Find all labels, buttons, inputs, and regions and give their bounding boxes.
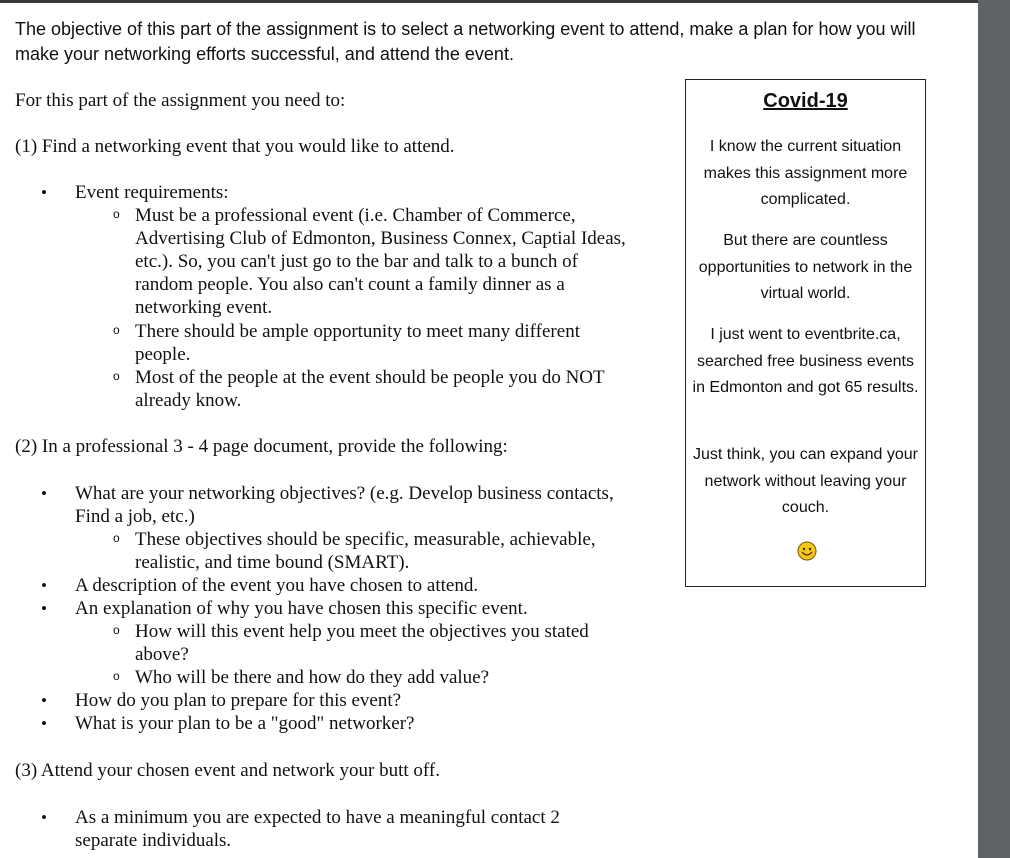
requirement-line: There should be ample opportunity to meet many different [135,321,580,342]
requirement-line: random people. You also can't count a family dinner as a [135,274,565,295]
event-requirements-label: Event requirements: [75,182,229,203]
bullet-icon: • [41,484,47,503]
sub-bullet-icon: o [113,323,120,337]
covid-sidebar-paragraph: But there are countless opportunities to network in the virtual world. [698,232,913,302]
explanation-sub-item: above? [135,644,189,665]
sub-bullet-icon: o [113,531,120,545]
covid-sidebar-title: Covid-19 [763,90,848,112]
requirement-line: Most of the people at the event should be people you do NOT [135,367,605,388]
sub-bullet-icon: o [113,369,120,383]
requirement-line: people. [135,344,191,365]
step-1-heading: (1) Find a networking event that you would like to attend. [15,136,455,157]
smart-note: realistic, and time bound (SMART). [135,552,410,573]
requirement-line: networking event. [135,297,273,318]
explanation-sub-item: Who will be there and how do they add value? [135,667,490,688]
covid-sidebar-paragraph: I just went to eventbrite.ca, searched free business events in Edmonton and got 65 results. [692,326,919,396]
bullet-icon: • [41,183,47,202]
sub-bullet-icon: o [113,669,120,683]
smart-note: These objectives should be specific, measurable, achievable, [135,529,596,550]
intro-paragraph: The objective of this part of the assignment is to select a networking event to attend, make a plan for how you will make your networking efforts successful, and attend the event. [15,19,916,64]
minimum-contact-item: As a minimum you are expected to have a meaningful contact 2 [75,807,560,828]
viewer-side-panel [978,0,1010,858]
requirement-line: Advertising Club of Edmonton, Business Connex, Captial Ideas, [135,228,626,249]
step-2-heading: (2) In a professional 3 - 4 page document, provide the following: [15,436,508,457]
requirement-line: already know. [135,390,242,411]
explanation-sub-item: How will this event help you meet the objectives you stated [135,621,589,642]
event-description-item: A description of the event you have chosen to attend. [75,575,479,596]
bullet-icon: • [41,808,47,827]
requirement-line: etc.). So, you can't just go to the bar and talk to a bunch of [135,251,578,272]
bullet-icon: • [41,599,47,618]
step-3-heading: (3) Attend your chosen event and network your butt off. [15,760,440,781]
preparation-item: How do you plan to prepare for this event? [75,690,402,711]
bullet-icon: • [41,691,47,710]
covid-sidebar-box [685,79,926,587]
objective-question: What are your networking objectives? (e.g. Develop business contacts, [75,483,614,504]
covid-sidebar-paragraph: Just think, you can expand your network without leaving your couch. [692,446,919,516]
covid-sidebar-paragraph: I know the current situation makes this assignment more complicated. [703,138,908,208]
instructions-lead: For this part of the assignment you need to: [15,90,346,111]
bullet-icon: • [41,576,47,595]
sub-bullet-icon: o [113,623,120,637]
sub-bullet-icon: o [113,207,120,221]
page-top-border [0,0,978,3]
smiley-face-icon [797,541,817,561]
requirement-line: Must be a professional event (i.e. Chamber of Commerce, [135,205,576,226]
event-explanation-item: An explanation of why you have chosen this specific event. [75,598,528,619]
bullet-icon: • [41,714,47,733]
networker-plan-item: What is your plan to be a "good" networker? [75,713,415,734]
objective-question: Find a job, etc.) [75,506,195,527]
minimum-contact-item: separate individuals. [75,830,232,851]
